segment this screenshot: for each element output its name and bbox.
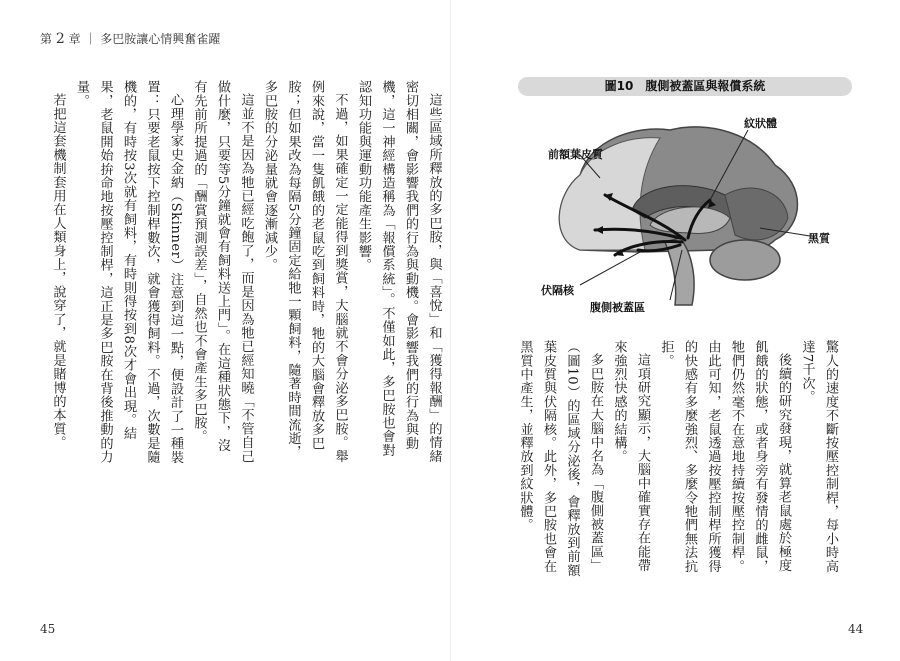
right-paragraph-1: 驚人的速度不斷按壓控制桿，每小時高達7千次。	[799, 340, 838, 573]
right-paragraph-2: 後續的研究發現，就算老鼠處於極度飢餓的狀態，或者身旁有發情的雌鼠，牠們仍然毫不在意地持續按壓控制桿。由此可知，老鼠透過按壓控制桿所獲得的快感有多麼強烈、多麼令牠們無法抗拒。	[658, 340, 791, 573]
label-prefrontal-cortex: 前額葉皮質	[548, 148, 603, 161]
right-paragraph-4: 多巴胺在大腦中名為「腹側被蓋區」（圖10）的區域分泌後，會釋放到前額葉皮質與伏隔核。此外，多巴胺也會在黑質中產生，並釋放到紋狀體。	[517, 340, 603, 577]
chapter-number: 2	[55, 31, 65, 47]
left-paragraph-1: 這些區域所釋放的多巴胺，與「喜悅」和「獲得報酬」的情緒密切相關，會影響我們的行為與動機。會影響我們的行為與動機，這一神經構造稱為「報償系統」。不僅如此，多巴胺也會對認知功能與運動功能產生影響。	[356, 80, 442, 464]
running-header	[40, 30, 220, 47]
left-paragraph-5: 若把這套機制套用在人類身上，說穿了，就是賭博的本質。	[50, 93, 66, 450]
right-page-number: 44	[848, 622, 864, 636]
cerebellum	[710, 240, 780, 280]
label-striatum: 紋狀體	[744, 117, 777, 130]
header-separator: ｜	[84, 32, 97, 46]
left-page-text	[46, 80, 446, 465]
left-paragraph-4: 心理學家史金納（Skinner）注意到這一點，便設計了一種裝置：只要老鼠按下控制桿數次，就會獲得飼料。不過，次數是隨機的，有時按3次就有飼料，有時則得按到8次才會出現。結果，老鼠開始拚命地按壓控制桿，這正是多巴胺在背後推動的力量。	[74, 80, 183, 465]
label-ventral-tegmental-area: 腹側被蓋區	[590, 301, 645, 314]
figure-title: 圖10 腹側被蓋區與報償系統	[518, 77, 852, 96]
page-spine	[450, 0, 451, 661]
label-nucleus-accumbens: 伏隔核	[541, 284, 574, 297]
left-paragraph-3: 這並不是因為牠已經吃飽了，而是因為牠已經知曉「不管自己做什麼，只要等5分鐘就會有飼料送上門」。在這種狀態下，沒有先前所提過的「酬賞預測誤差」，自然也不會產生多巴胺。	[191, 80, 254, 464]
brain-diagram	[520, 100, 840, 310]
left-page-number: 45	[40, 622, 56, 636]
right-page-text	[513, 340, 842, 580]
right-paragraph-3: 這項研究顯示，大腦中確實存在能帶來強烈快感的結構。	[611, 340, 650, 573]
chapter-title: 多巴胺讓心情興奮雀躍	[100, 32, 221, 46]
chapter-suffix: 章	[68, 32, 81, 46]
chapter-prefix: 第	[40, 32, 53, 46]
left-paragraph-2: 不過，如果確定一定能得到獎賞，大腦就不會分泌多巴胺。舉例來說，當一隻飢餓的老鼠吃到飼料時，牠的大腦會釋放多巴胺；但如果改為每隔5分鐘固定給牠一顆飼料，隨著時間流逝，多巴胺的分泌量就會逐漸減少。	[262, 80, 348, 464]
label-substantia-nigra: 黑質	[808, 232, 830, 245]
